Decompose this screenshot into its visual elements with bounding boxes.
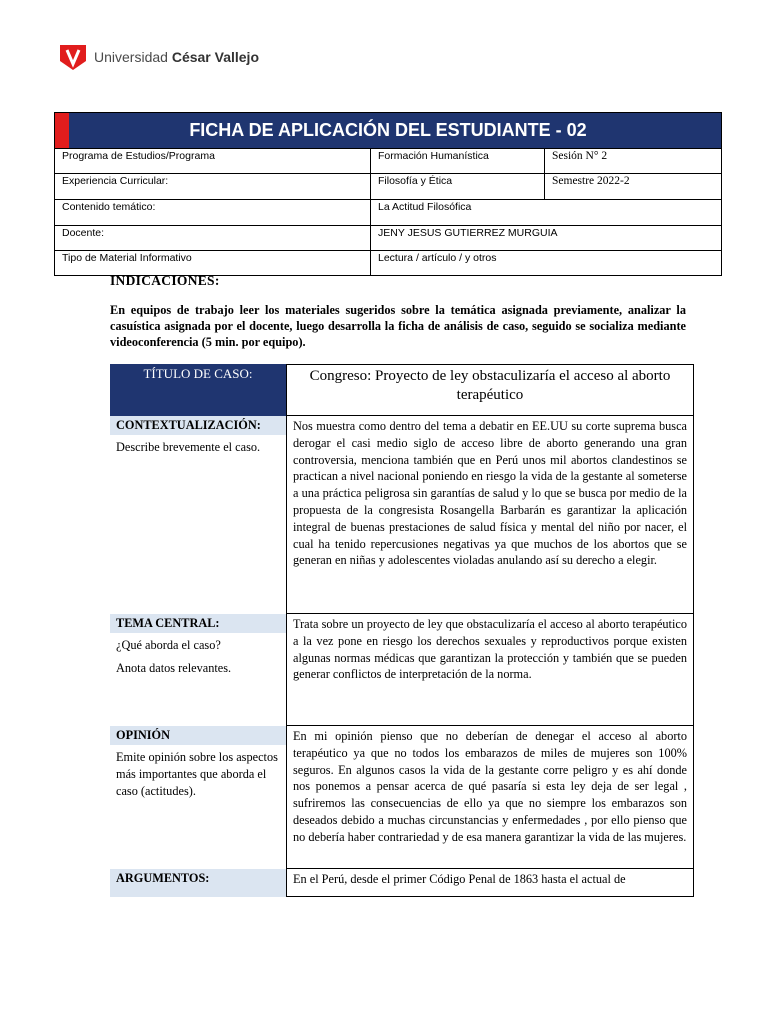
case-section-central: [110, 614, 694, 726]
case-title-value: Congreso: Proyecto de ley obstaculizaría el acceso al aborto terapéutico: [286, 364, 694, 416]
section-prompt: Emite opinión sobre los aspectos más importantes que aborda el caso (actitudes).: [116, 750, 278, 798]
row-value: Filosofía y Ética: [371, 174, 545, 199]
section-left: [110, 869, 286, 897]
case-title-label: TÍTULO DE CASO:: [110, 364, 286, 416]
row-value: Formación Humanística: [371, 149, 545, 173]
title-text: FICHA DE APLICACIÓN DEL ESTUDIANTE - 02: [189, 120, 587, 140]
section-text: En mi opinión pienso que no deberían de denegar el acceso al aborto terapéutico ya que no todos los embarazos de miles de mujeres son 100% seguros. En algunos casos la vida de la gestante corre peligro y es ahí donde nos ponemos a pensar acerca de qué pasaría si esta ley deja de ser legal , sufriremos las consecuencias de ello ya que no siempre los embarazos son deseados debido a muchas circunstancias y enfermedades , por ello pienso que no debería haber contrariedad y de esa manera garantizar la vida de las mujeres.: [286, 726, 694, 869]
university-logo: [60, 44, 259, 70]
row-value: La Actitud Filosófica: [378, 201, 472, 213]
title-accent-bar: [55, 113, 69, 148]
row-label: Programa de Estudios/Programa: [55, 149, 371, 173]
header-row-teacher: [54, 226, 722, 251]
university-name: Universidad César Vallejo: [94, 49, 259, 65]
section-heading: TEMA CENTRAL:: [110, 614, 286, 633]
row-label: Tipo de Material Informativo: [55, 251, 371, 275]
row-extra: Semestre 2022-2: [552, 175, 630, 187]
section-text: Trata sobre un proyecto de ley que obstaculizaría el acceso al aborto terapéutico a la vez pone en riesgo los derechos sexuales y reproductivos porque existen algunas normas médicas que garantizan la protección y también que se pueden generar conflictos de interpretación de la norma.: [286, 614, 694, 726]
header-row-experience: [54, 174, 722, 200]
case-table: [110, 364, 694, 897]
shield-logo-icon: [60, 44, 86, 70]
row-extra: Sesión N° 2: [552, 150, 608, 162]
row-label: Docente:: [55, 226, 371, 250]
page-title: [54, 112, 722, 149]
row-value: JENY JESUS GUTIERREZ MURGUIA: [378, 227, 558, 239]
section-left: [110, 726, 286, 869]
case-section-opinion: [110, 726, 694, 869]
instructions-heading: INDICACIONES:: [110, 273, 220, 288]
case-section-context: [110, 416, 694, 614]
section-prompt: Anota datos relevantes.: [116, 661, 232, 675]
case-section-arguments: [110, 869, 694, 897]
section-heading: OPINIÓN: [110, 726, 286, 745]
header-row-content: [54, 200, 722, 226]
section-prompt: ¿Qué aborda el caso?: [116, 638, 221, 652]
case-title-row: [110, 364, 694, 416]
row-value: Lectura / artículo / y otros: [378, 252, 497, 264]
row-label: Experiencia Curricular:: [55, 174, 371, 199]
row-label: Contenido temático:: [55, 200, 371, 225]
section-heading: ARGUMENTOS:: [110, 869, 286, 897]
section-prompt: Describe brevemente el caso.: [116, 440, 261, 454]
header-row-program: [54, 149, 722, 174]
section-left: [110, 614, 286, 726]
instructions-text: En equipos de trabajo leer los materiales sugeridos sobre la temática asignada previamente, analizar la casuística asignada por el docente, luego desarrolla la ficha de análisis de caso, seguido se socializa mediante videoconferencia (5 min. por equipo).: [110, 303, 686, 349]
header-table: [54, 112, 722, 276]
section-left: [110, 416, 286, 614]
section-heading: CONTEXTUALIZACIÓN:: [110, 416, 286, 435]
section-text: Nos muestra como dentro del tema a debatir en EE.UU su corte suprema busca derogar el casi medio siglo de acceso libre de aborto generando una gran controversia, menciona también que en Perú unos mil abortos clandestinos se practican a nivel nacional poniendo en riesgo la vida de la gestante al someterse a una práctica peligrosa sin garantías de salud y lo que se busca por medio de la propuesta de la congresista Rosangella Barbarán es garantizar la aplicación integral de buenas prestaciones de salud física y mental del niño por nacer, el cual ha tenido repercusiones negativas ya que muchos de los abortos que se generan en niñas y adolescentes violadas anulando así su derecho a elegir.: [286, 416, 694, 614]
section-text: En el Perú, desde el primer Código Penal de 1863 hasta el actual de: [286, 869, 694, 897]
